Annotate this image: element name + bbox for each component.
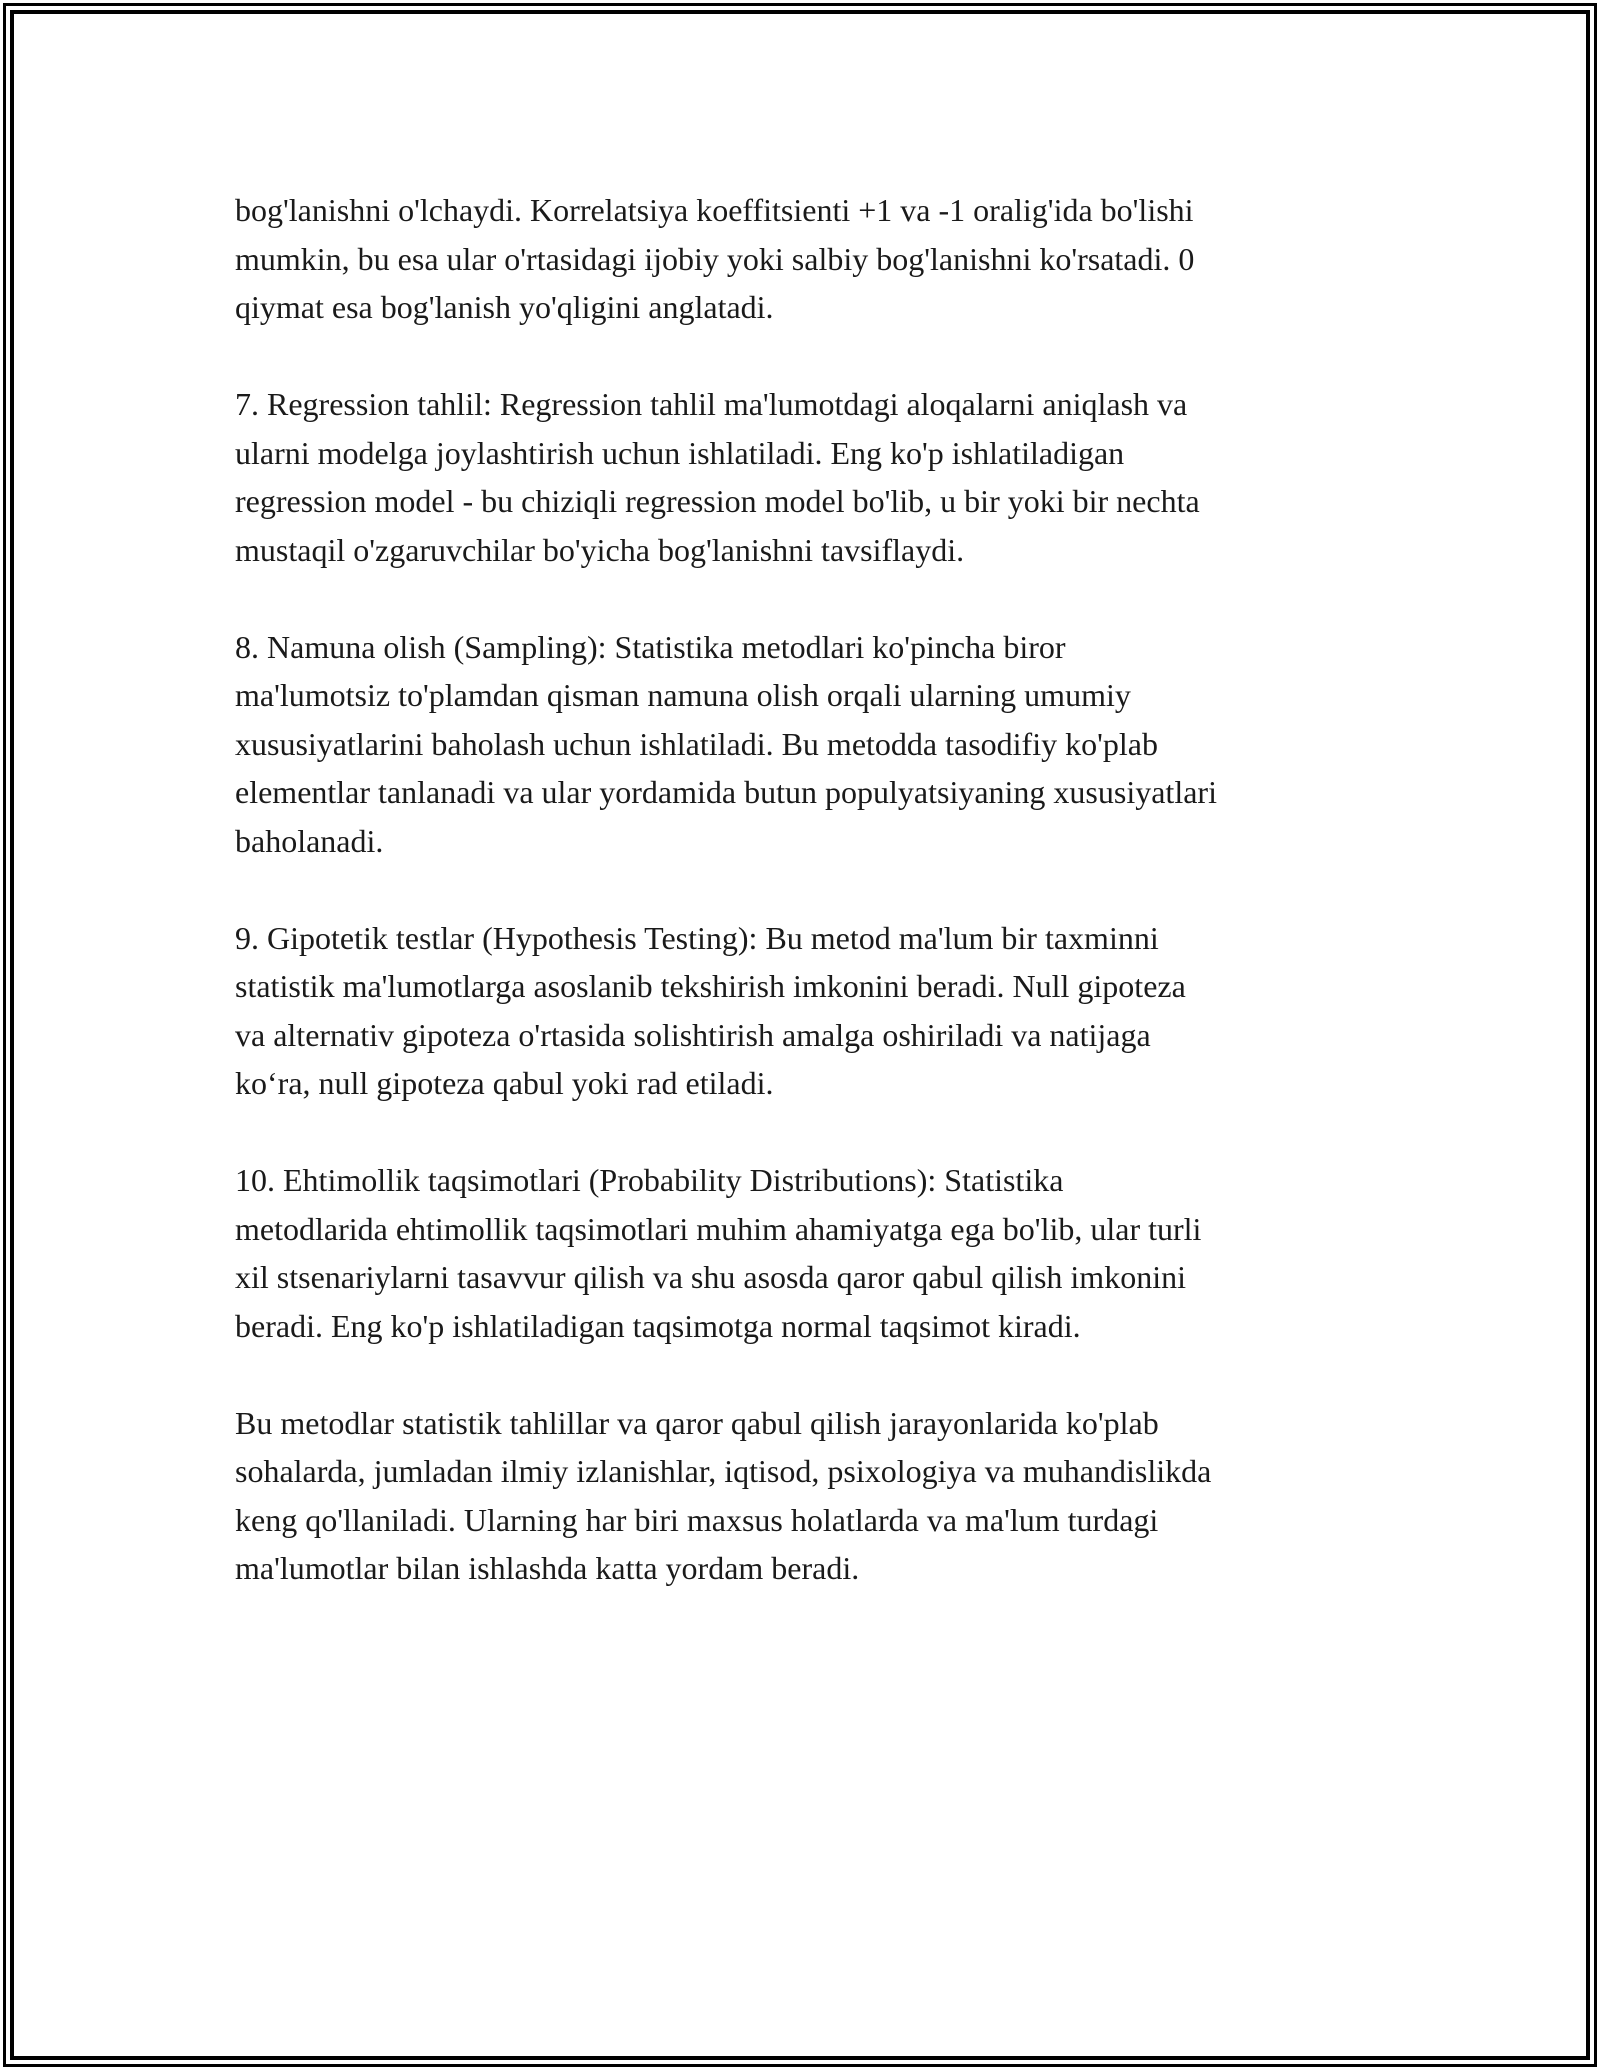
text-line: 8. Namuna olish (Sampling): Statistika metodlari ko'pincha biror [235, 628, 1066, 665]
text-line: bog'lanishni o'lchaydi. Korrelatsiya koeffitsienti +1 va -1 oralig'ida bo'lishi [235, 192, 1194, 228]
paragraph-hypothesis-testing [235, 914, 1375, 1108]
text-line: statistik ma'lumotlarga asoslanib tekshirish imkonini beradi. Null gipoteza [235, 968, 1186, 1004]
text-line: xususiyatlarini baholash uchun ishlatiladi. Bu metodda tasodifiy ko'plab [235, 725, 1158, 762]
document-body [235, 186, 1375, 1641]
text-line: elementlar tanlanadi va ular yordamida butun populyatsiyaning xususiyatlari [235, 774, 1217, 810]
text-line: va alternativ gipoteza o'rtasida solishtirish amalga oshiriladi va natijaga [235, 1016, 1151, 1053]
text-line: regression model - bu chiziqli regression model bo'lib, u bir yoki bir nechta [235, 483, 1200, 519]
text-line: sohalarda, jumladan ilmiy izlanishlar, iqtisod, psixologiya va muhandislikda [235, 1453, 1212, 1489]
text-line: xil stsenariylarni tasavvur qilish va shu asosda qaror qabul qilish imkonini [235, 1259, 1186, 1295]
text-line: ko‘ra, null gipoteza qabul yoki rad etiladi. [235, 1065, 774, 1101]
text-line: Bu metodlar statistik tahlillar va qaror qabul qilish jarayonlarida ko'plab [235, 1404, 1159, 1441]
paragraph-regression [235, 380, 1375, 574]
text-line: metodlarida ehtimollik taqsimotlari muhim ahamiyatga ega bo'lib, ular turli [235, 1210, 1202, 1247]
text-line: beradi. Eng ko'p ishlatiladigan taqsimotga normal taqsimot kiradi. [235, 1307, 1081, 1344]
text-line: 7. Regression tahlil: Regression tahlil ma'lumotdagi aloqalarni aniqlash va [235, 386, 1188, 422]
text-line: ma'lumotsiz to'plamdan qisman namuna olish orqali ularning umumiy [235, 677, 1131, 713]
text-line: qiymat esa bog'lanish yo'qligini anglatadi. [235, 289, 774, 325]
text-line: 10. Ehtimollik taqsimotlari (Probability Distributions): Statistika [235, 1162, 1064, 1198]
text-line: baholanadi. [235, 822, 384, 859]
text-line: mustaqil o'zgaruvchilar bo'yicha bog'lanishni tavsiflaydi. [235, 531, 965, 568]
text-line: ularni modelga joylashtirish uchun ishlatiladi. Eng ko'p ishlatiladigan [235, 434, 1125, 471]
text-line: ma'lumotlar bilan ishlashda katta yordam beradi. [235, 1550, 860, 1586]
text-line: 9. Gipotetik testlar (Hypothesis Testing): Bu metod ma'lum bir taxminni [235, 919, 1159, 956]
text-line: keng qo'llaniladi. Ularning har biri maxsus holatlarda va ma'lum turdagi [235, 1501, 1159, 1538]
text-line: mumkin, bu esa ular o'rtasidagi ijobiy yoki salbiy bog'lanishni ko'rsatadi. 0 [235, 240, 1195, 277]
paragraph-probability-distributions [235, 1156, 1375, 1350]
paragraph-sampling [235, 623, 1375, 866]
paragraph-conclusion [235, 1399, 1375, 1593]
paragraph-correlation-continued [235, 186, 1375, 332]
